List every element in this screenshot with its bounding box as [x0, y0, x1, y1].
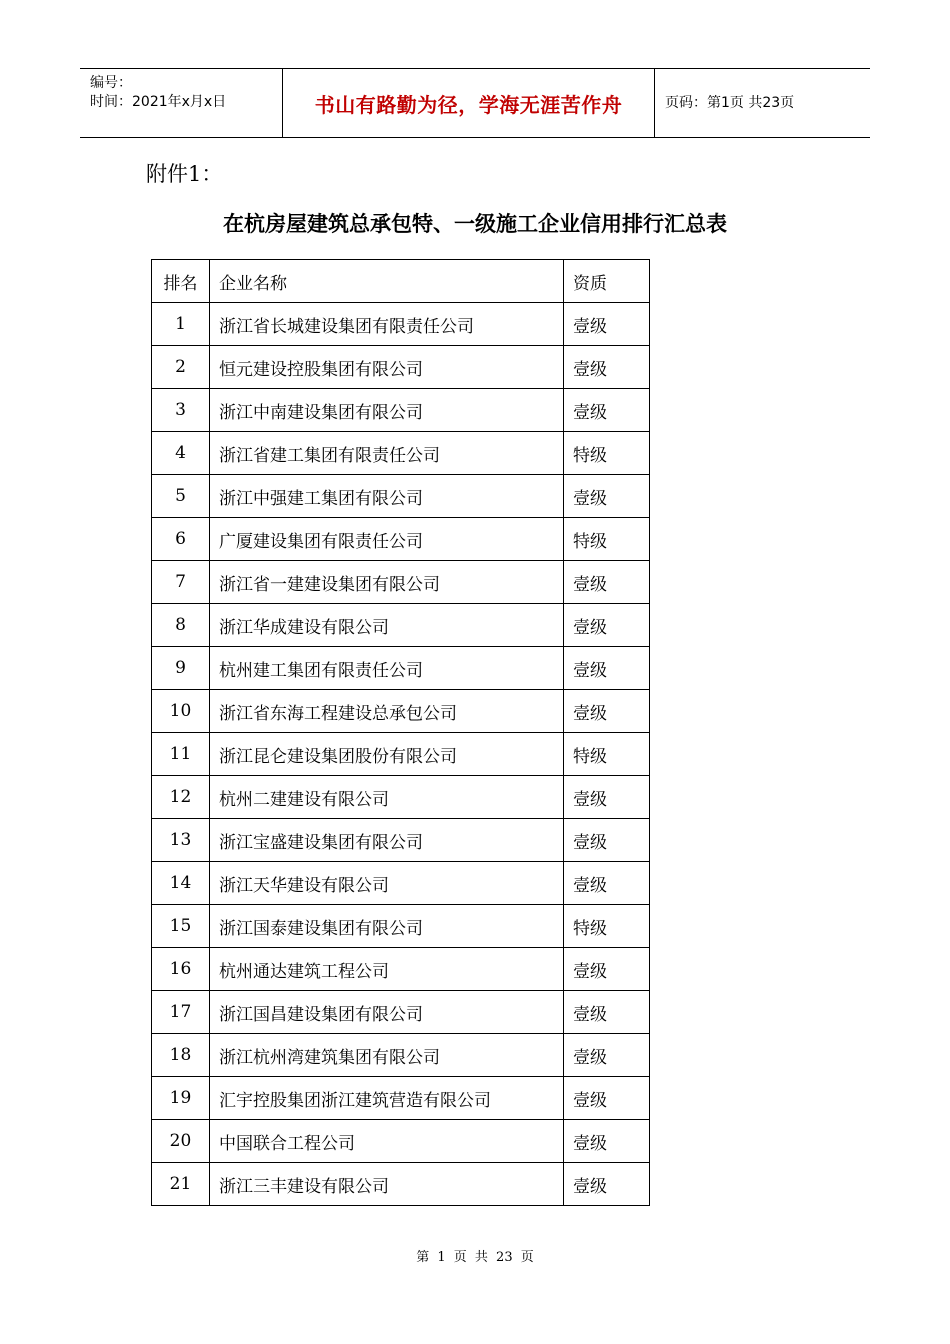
company-name-cell: 杭州建工集团有限责任公司 — [210, 647, 564, 690]
rank-cell: 18 — [152, 1034, 210, 1077]
page-footer: 第 1 页 共 23 页 — [416, 1250, 534, 1265]
company-name-cell: 浙江省长城建设集团有限责任公司 — [210, 303, 564, 346]
qualification-cell: 特级 — [564, 432, 650, 475]
company-name-cell: 浙江昆仑建设集团股份有限公司 — [210, 733, 564, 776]
rank-cell: 20 — [152, 1120, 210, 1163]
table-row — [152, 733, 650, 776]
header-page-cell — [655, 69, 870, 137]
table-row — [152, 432, 650, 475]
table-row — [152, 991, 650, 1034]
table-row — [152, 776, 650, 819]
qualification-cell: 壹级 — [564, 948, 650, 991]
qualification-cell: 壹级 — [564, 690, 650, 733]
rank-cell: 11 — [152, 733, 210, 776]
qualification-cell: 壹级 — [564, 1077, 650, 1120]
rank-cell: 9 — [152, 647, 210, 690]
rank-cell: 13 — [152, 819, 210, 862]
rank-cell: 8 — [152, 604, 210, 647]
company-name-cell: 浙江华成建设有限公司 — [210, 604, 564, 647]
rank-cell: 4 — [152, 432, 210, 475]
qualification-cell: 特级 — [564, 518, 650, 561]
header-rank: 排名 — [152, 260, 210, 303]
qualification-cell: 壹级 — [564, 991, 650, 1034]
company-name-cell: 杭州通达建筑工程公司 — [210, 948, 564, 991]
company-name-cell: 广厦建设集团有限责任公司 — [210, 518, 564, 561]
ranking-table — [151, 259, 650, 1206]
table-row — [152, 561, 650, 604]
table-row — [152, 1077, 650, 1120]
qualification-cell: 壹级 — [564, 346, 650, 389]
time-label: 时间：2021年x月x日 — [90, 94, 227, 110]
rank-cell: 10 — [152, 690, 210, 733]
company-name-cell: 浙江天华建设有限公司 — [210, 862, 564, 905]
table-row — [152, 604, 650, 647]
qualification-cell: 壹级 — [564, 1034, 650, 1077]
table-row — [152, 1034, 650, 1077]
attachment-label: 附件1： — [146, 162, 223, 186]
company-name-cell: 浙江三丰建设有限公司 — [210, 1163, 564, 1206]
company-name-cell: 浙江省建工集团有限责任公司 — [210, 432, 564, 475]
header-qualification: 资质 — [564, 260, 650, 303]
table-row — [152, 389, 650, 432]
qualification-cell: 壹级 — [564, 389, 650, 432]
rank-cell: 1 — [152, 303, 210, 346]
table-row — [152, 1163, 650, 1206]
rank-cell: 19 — [152, 1077, 210, 1120]
qualification-cell: 壹级 — [564, 1163, 650, 1206]
table-row — [152, 1120, 650, 1163]
table-row — [152, 518, 650, 561]
qualification-cell: 壹级 — [564, 561, 650, 604]
company-name-cell: 浙江国泰建设集团有限公司 — [210, 905, 564, 948]
company-name-cell: 浙江中南建设集团有限公司 — [210, 389, 564, 432]
table-row — [152, 475, 650, 518]
motto-text: 书山有路勤为径，学海无涯苦作舟 — [314, 92, 623, 117]
page-header — [80, 68, 870, 138]
page-number-label: 页码：第1页 共23页 — [665, 95, 795, 111]
company-name-cell: 恒元建设控股集团有限公司 — [210, 346, 564, 389]
company-name-cell: 汇宇控股集团浙江建筑营造有限公司 — [210, 1077, 564, 1120]
rank-cell: 6 — [152, 518, 210, 561]
company-name-cell: 浙江宝盛建设集团有限公司 — [210, 819, 564, 862]
header-company-name: 企业名称 — [210, 260, 564, 303]
company-name-cell: 浙江省一建建设集团有限公司 — [210, 561, 564, 604]
table-header-row — [152, 260, 650, 303]
qualification-cell: 特级 — [564, 733, 650, 776]
company-name-cell: 中国联合工程公司 — [210, 1120, 564, 1163]
qualification-cell: 壹级 — [564, 819, 650, 862]
qualification-cell: 壹级 — [564, 862, 650, 905]
serial-number-label: 编号： — [90, 75, 132, 91]
header-meta-cell — [80, 69, 283, 137]
qualification-cell: 壹级 — [564, 647, 650, 690]
table-row — [152, 905, 650, 948]
table-row — [152, 862, 650, 905]
rank-cell: 17 — [152, 991, 210, 1034]
table-row — [152, 647, 650, 690]
company-name-cell: 浙江省东海工程建设总承包公司 — [210, 690, 564, 733]
rank-cell: 3 — [152, 389, 210, 432]
document-title: 在杭房屋建筑总承包特、一级施工企业信用排行汇总表 — [223, 212, 727, 236]
rank-cell: 16 — [152, 948, 210, 991]
table-row — [152, 690, 650, 733]
rank-cell: 2 — [152, 346, 210, 389]
rank-cell: 21 — [152, 1163, 210, 1206]
company-name-cell: 杭州二建建设有限公司 — [210, 776, 564, 819]
company-name-cell: 浙江国昌建设集团有限公司 — [210, 991, 564, 1034]
table-row — [152, 948, 650, 991]
company-name-cell: 浙江中强建工集团有限公司 — [210, 475, 564, 518]
rank-cell: 12 — [152, 776, 210, 819]
table-row — [152, 819, 650, 862]
qualification-cell: 特级 — [564, 905, 650, 948]
qualification-cell: 壹级 — [564, 1120, 650, 1163]
rank-cell: 5 — [152, 475, 210, 518]
qualification-cell: 壹级 — [564, 475, 650, 518]
qualification-cell: 壹级 — [564, 303, 650, 346]
header-motto-cell — [283, 69, 655, 137]
table-row — [152, 346, 650, 389]
rank-cell: 14 — [152, 862, 210, 905]
rank-cell: 15 — [152, 905, 210, 948]
qualification-cell: 壹级 — [564, 604, 650, 647]
rank-cell: 7 — [152, 561, 210, 604]
table-row — [152, 303, 650, 346]
company-name-cell: 浙江杭州湾建筑集团有限公司 — [210, 1034, 564, 1077]
qualification-cell: 壹级 — [564, 776, 650, 819]
